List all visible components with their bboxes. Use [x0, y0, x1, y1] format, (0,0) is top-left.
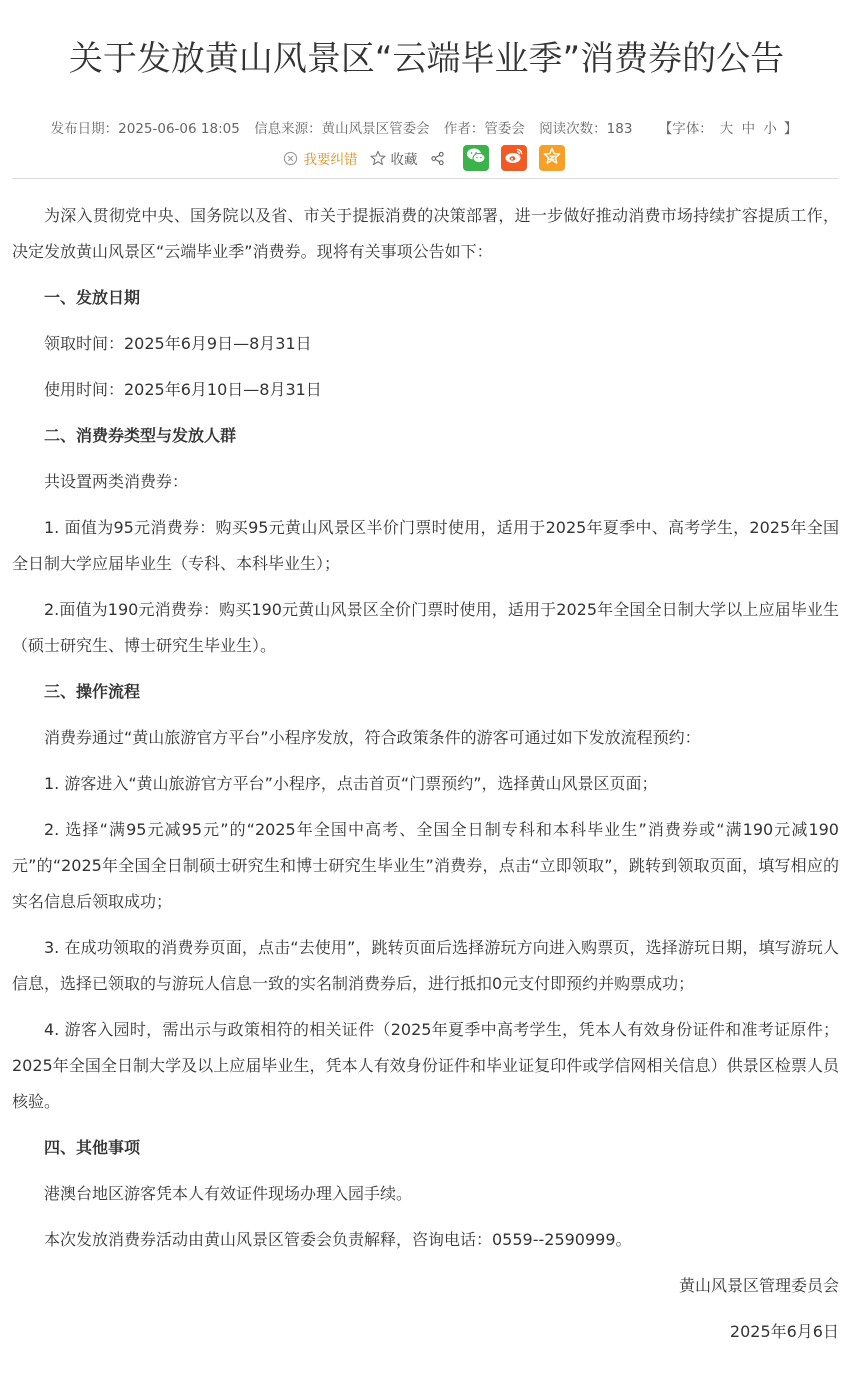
share-qzone-button[interactable] [539, 145, 565, 171]
paragraph-contact: 本次发放消费券活动由黄山风景区管委会负责解释，咨询电话：0559--2590999。 [44, 1230, 632, 1249]
paragraph-step-1: 1. 游客进入“黄山旅游官方平台”小程序，点击首页“门票预约”，选择黄山风景区页面； [44, 774, 658, 793]
share-weibo-button[interactable] [501, 145, 527, 171]
signature: 黄山风景区管理委员会 [678, 1276, 839, 1295]
font-small-button[interactable]: 小 [763, 121, 777, 137]
article-meta [0, 119, 853, 139]
paragraph-use-time: 使用时间：2025年6月10日—8月31日 [44, 380, 322, 399]
weibo-icon [504, 147, 524, 169]
section-heading-1: 一、发放日期 [44, 288, 141, 307]
section-heading-4: 四、其他事项 [44, 1138, 141, 1157]
section-heading-2: 二、消费券类型与发放人群 [44, 426, 237, 445]
paragraph-process-intro: 消费券通过“黄山旅游官方平台”小程序发放，符合政策条件的游客可通过如下发放流程预约： [44, 728, 701, 747]
paragraph-coupon-95: 1. 面值为95元消费券：购买95元黄山风景区半价门票时使用，适用于2025年夏季中、高考学生，2025年全国全日制大学应届毕业生（专科、本科毕业生）； [12, 518, 839, 573]
share-button[interactable] [430, 150, 451, 166]
error-circle-icon [283, 150, 299, 166]
article-title: 关于发放黄山风景区“云端毕业季”消费券的公告 [68, 39, 785, 79]
share-wechat-button[interactable] [463, 145, 489, 171]
qzone-star-icon [543, 147, 561, 169]
paragraph-hk-macao-taiwan: 港澳台地区游客凭本人有效证件现场办理入园手续。 [44, 1184, 413, 1203]
share-icon [430, 150, 446, 166]
favorite-button[interactable] [370, 148, 418, 168]
paragraph-step-4: 4. 游客入园时，需出示与政策相符的相关证件（2025年夏季中高考学生，凭本人有效身份证件和准考证原件；2025年全国全日制大学及以上应届毕业生，凭本人有效身份证件和毕业证复印件或学信网相关信息）供景区检票人员核验。 [12, 1020, 839, 1111]
star-outline-icon [370, 150, 386, 166]
view-count: 阅读次数：183 [539, 121, 633, 137]
article-body [12, 198, 839, 1360]
report-error-label: 我要纠错 [303, 152, 358, 168]
intro-paragraph: 为深入贯彻党中央、国务院以及省、市关于提振消费的决策部署，进一步做好推动消费市场持续扩容提质工作，决定发放黄山风景区“云端毕业季”消费券。现将有关事项公告如下： [12, 206, 839, 261]
section-heading-3: 三、操作流程 [44, 682, 141, 701]
header-divider [12, 178, 839, 179]
info-source: 信息来源：黄山风景区管委会 [254, 121, 430, 137]
article-actions [0, 144, 853, 172]
paragraph-step-3: 3. 在成功领取的消费券页面，点击“去使用”，跳转页面后选择游玩方向进入购票页，选择游玩日期，填写游玩人信息，选择已领取的与游玩人信息一致的实名制消费券后，进行抵扣0元支付即预约并购票成功； [12, 938, 839, 993]
paragraph-coupon-types: 共设置两类消费券： [44, 472, 189, 491]
report-error-button[interactable] [283, 148, 358, 168]
wechat-icon [466, 147, 486, 169]
paragraph-claim-time: 领取时间：2025年6月9日—8月31日 [44, 334, 312, 353]
author: 作者：管委会 [443, 121, 525, 137]
paragraph-coupon-190: 2.面值为190元消费券：购买190元黄山风景区全价门票时使用，适用于2025年全国全日制大学以上应届毕业生（硕士研究生、博士研究生毕业生）。 [12, 600, 839, 655]
font-medium-button[interactable]: 中 [741, 121, 756, 137]
font-size-control: 【字体： 大 中 小 】 [658, 121, 798, 137]
signature-date: 2025年6月6日 [729, 1322, 839, 1341]
favorite-label: 收藏 [390, 152, 418, 168]
paragraph-step-2: 2. 选择“满95元减95元”的“2025年全国中高考、全国全日制专科和本科毕业生”消费券或“满190元减190元”的“2025年全国全日制硕士研究生和博士研究生毕业生”消费券，点击“立即领取”，跳转到领取页面，填写相应的实名信息后领取成功； [12, 820, 839, 911]
publish-date: 发布日期：2025-06-06 18:05 [50, 121, 240, 137]
font-large-button[interactable]: 大 [719, 121, 734, 137]
